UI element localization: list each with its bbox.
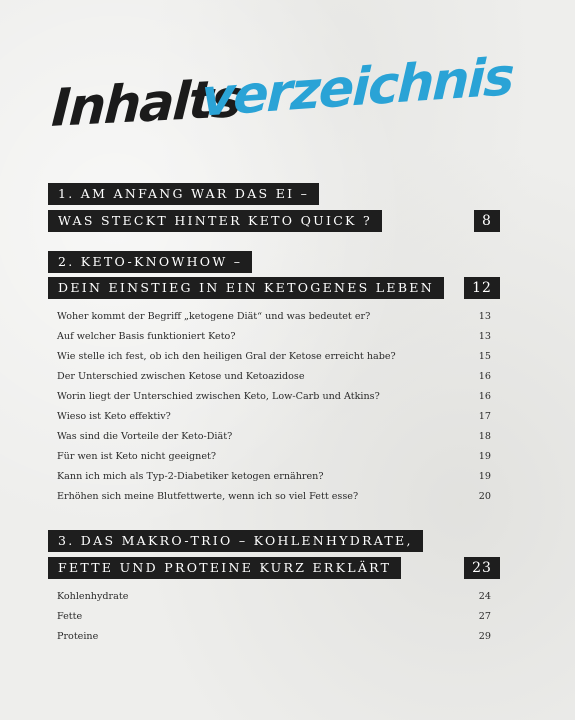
toc-entry-text: Erhöhen sich meine Blutfettwerte, wenn ich so viel Fett esse?	[57, 491, 359, 502]
toc-entry-page: 17	[478, 411, 491, 422]
chapter-2-heading-line-1: 2. KETO-KNOWHOW –	[48, 251, 252, 273]
toc-entry-text: Proteine	[57, 631, 99, 642]
toc-entry[interactable]	[57, 447, 491, 467]
toc-entry-page: 29	[478, 631, 491, 642]
page-title	[52, 40, 522, 150]
toc-entry[interactable]	[57, 487, 491, 507]
toc-entry-text: Wieso ist Keto effektiv?	[57, 411, 171, 422]
chapter-1-page-number: 8	[474, 210, 500, 232]
toc-entry-page: 18	[478, 431, 491, 442]
title-part-2: verzeichnis	[200, 47, 514, 129]
toc-entry[interactable]	[57, 607, 491, 627]
toc-entry-text: Woher kommt der Begriff „ketogene Diät“ und was bedeutet er?	[57, 311, 371, 322]
toc-entry-text: Fette	[57, 611, 83, 622]
toc-entry[interactable]	[57, 407, 491, 427]
toc-entry-page: 16	[478, 371, 491, 382]
chapter-1-heading-line-2: WAS STECKT HINTER KETO QUICK ?	[48, 210, 382, 232]
toc-entry-text: Auf welcher Basis funktioniert Keto?	[57, 331, 236, 342]
toc-entry-text: Für wen ist Keto nicht geeignet?	[57, 451, 217, 462]
chapter-3-entries	[57, 587, 491, 647]
toc-entry-page: 16	[478, 391, 491, 402]
chapter-2-entries	[57, 307, 491, 507]
toc-entry[interactable]	[57, 347, 491, 367]
toc-entry-text: Wie stelle ich fest, ob ich den heiligen Gral der Ketose erreicht habe?	[57, 351, 396, 362]
toc-entry-page: 19	[478, 451, 491, 462]
toc-entry-text: Der Unterschied zwischen Ketose und Ketoazidose	[57, 371, 305, 382]
chapter-3-heading-line-2: FETTE UND PROTEINE KURZ ERKLÄRT	[48, 557, 401, 579]
toc-entry-text: Kohlenhydrate	[57, 591, 129, 602]
toc-entry[interactable]	[57, 327, 491, 347]
toc-entry[interactable]	[57, 387, 491, 407]
toc-entry[interactable]	[57, 427, 491, 447]
chapter-2-heading-line-2: DEIN EINSTIEG IN EIN KETOGENES LEBEN	[48, 277, 444, 299]
title-part-1: Inhalts	[50, 69, 243, 139]
toc-entry-text: Kann ich mich als Typ-2-Diabetiker ketogen ernähren?	[57, 471, 324, 482]
toc-entry-page: 15	[478, 351, 491, 362]
toc-entry-page: 13	[478, 311, 491, 322]
toc-entry-text: Was sind die Vorteile der Keto-Diät?	[57, 431, 233, 442]
toc-entry[interactable]	[57, 467, 491, 487]
toc-entry-page: 13	[478, 331, 491, 342]
toc-entry-page: 19	[478, 471, 491, 482]
toc-entry-page: 24	[478, 591, 491, 602]
chapter-1-heading-line-1: 1. AM ANFANG WAR DAS EI –	[48, 183, 319, 205]
chapter-3-heading-line-1: 3. DAS MAKRO-TRIO – KOHLENHYDRATE,	[48, 530, 423, 552]
chapter-3-page-number: 23	[464, 557, 500, 579]
toc-entry-page: 27	[478, 611, 491, 622]
toc-entry-text: Worin liegt der Unterschied zwischen Keto, Low-Carb und Atkins?	[57, 391, 380, 402]
toc-entry[interactable]	[57, 307, 491, 327]
toc-entry[interactable]	[57, 627, 491, 647]
chapter-2-page-number: 12	[464, 277, 500, 299]
toc-entry[interactable]	[57, 367, 491, 387]
toc-entry-page: 20	[478, 491, 491, 502]
toc-entry[interactable]	[57, 587, 491, 607]
